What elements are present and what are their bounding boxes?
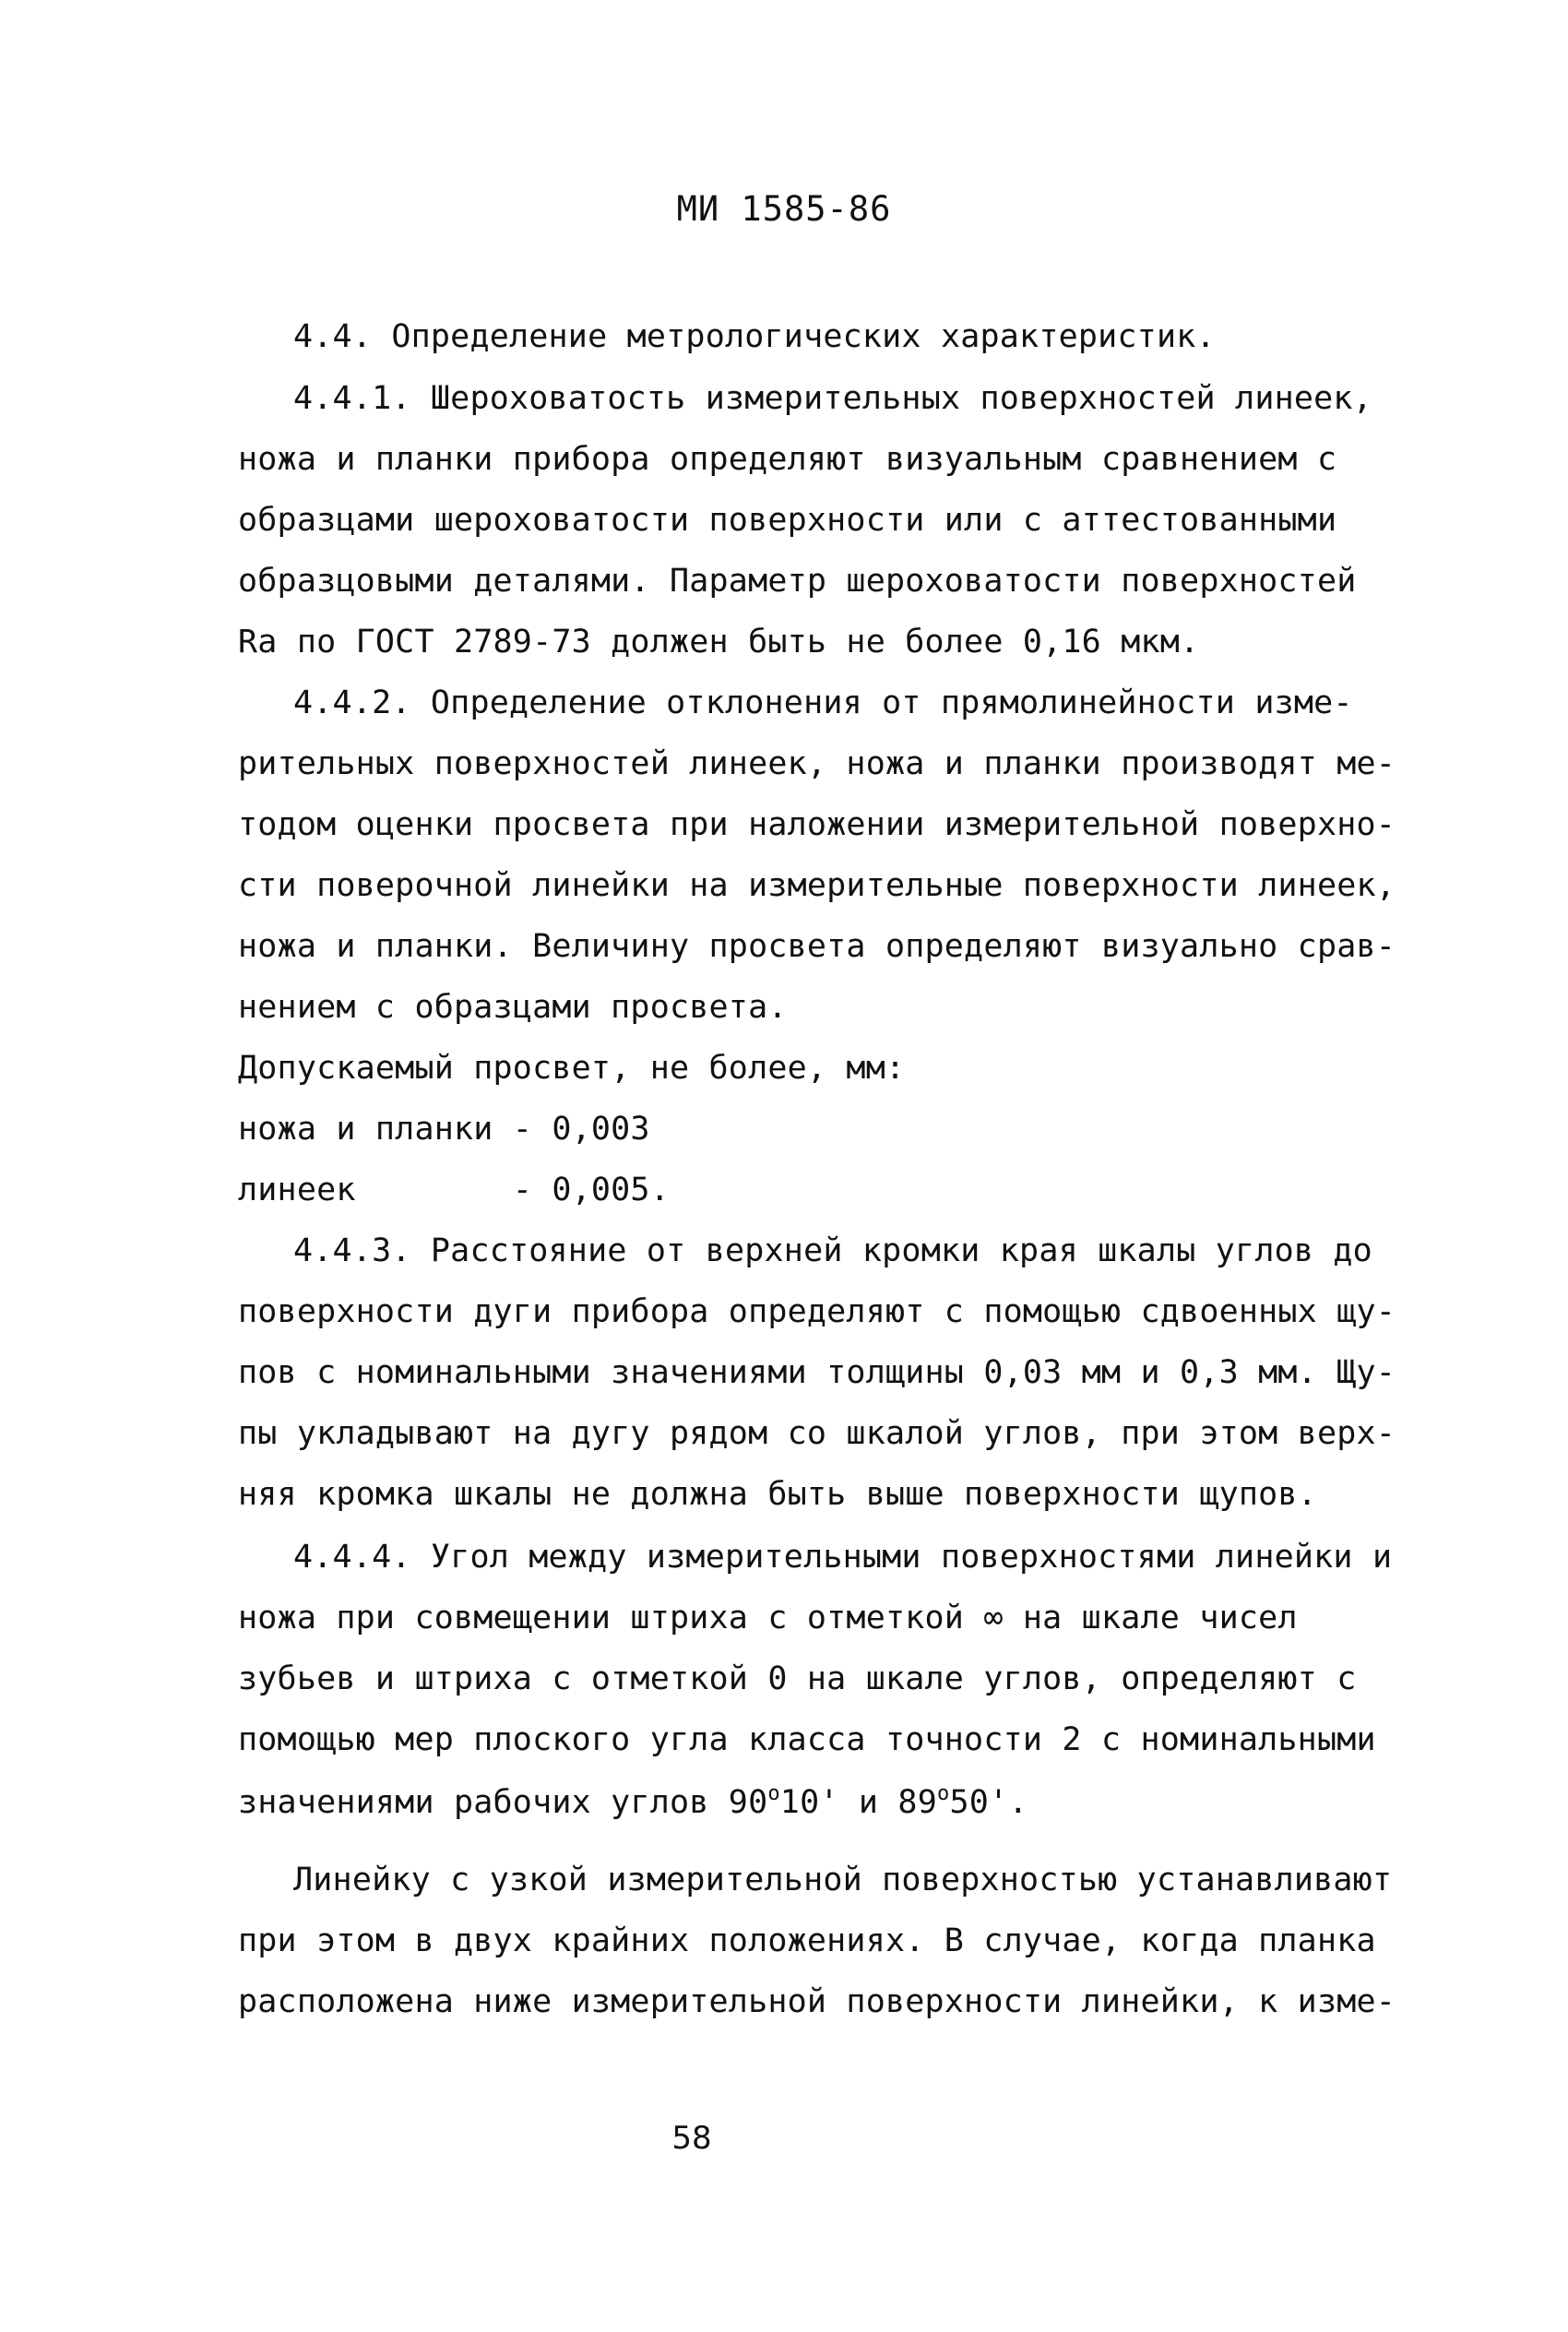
degree-mark: о bbox=[936, 1782, 950, 1805]
angles-text-a: значениями рабочих углов 90 bbox=[238, 1784, 768, 1821]
angles-text-c: 50'. bbox=[949, 1784, 1028, 1821]
paragraph-4-4-4-line: ножа при совмещении штриха с отметкой ∞ на шкале чисел bbox=[238, 1600, 1298, 1636]
paragraph-4-4-2-line: нением с образцами просвета. bbox=[238, 989, 788, 1026]
paragraph-4-4-2-line: 4.4.2. Определение отклонения от прямолинейности изме- bbox=[293, 684, 1353, 721]
paragraph-4-4-3-line: пов с номинальными значениями толщины 0,03 мм и 0,3 мм. Щу- bbox=[238, 1354, 1396, 1391]
paragraph-4-4-3-line: пы укладывают на дугу рядом со шкалой углов, при этом верх- bbox=[238, 1415, 1396, 1452]
paragraph-4-4-1-line: ножа и планки прибора определяют визуальным сравнением с bbox=[238, 441, 1337, 478]
paragraph-4-4-2-line: рительных поверхностей линеек, ножа и планки производят ме- bbox=[238, 745, 1396, 782]
degree-mark: о bbox=[767, 1782, 780, 1805]
paragraph-4-4-4-line-angles bbox=[238, 1784, 1028, 1821]
tolerance-row-rulers: линеек - 0,005. bbox=[238, 1172, 670, 1208]
tolerance-heading: Допускаемый просвет, не более, мм: bbox=[238, 1050, 906, 1087]
paragraph-4-4-4-line: зубьев и штриха с отметкой 0 на шкале углов, определяют с bbox=[238, 1660, 1357, 1697]
paragraph-4-4-1-line: образцовыми деталями. Параметр шероховатости поверхностей bbox=[238, 563, 1357, 600]
paragraph-ruler-line: при этом в двух крайних положениях. В случае, когда планка bbox=[238, 1922, 1376, 1959]
paragraph-4-4-1-line: 4.4.1. Шероховатость измерительных поверхностей линеек, bbox=[293, 380, 1372, 417]
page-number: 58 bbox=[671, 2120, 712, 2157]
paragraph-4-4-3-line: поверхности дуги прибора определяют с помощью сдвоенных щу- bbox=[238, 1293, 1396, 1330]
paragraph-4-4-2-line: тодом оценки просвета при наложении измерительной поверхно- bbox=[238, 806, 1396, 843]
paragraph-ruler-line: Линейку с узкой измерительной поверхностью устанавливают bbox=[293, 1862, 1393, 1898]
angles-text-b: 10' и 89 bbox=[779, 1784, 937, 1821]
tolerance-row-knife-plate: ножа и планки - 0,003 bbox=[238, 1111, 650, 1148]
paragraph-4-4-3-line: 4.4.3. Расстояние от верхней кромки края шкалы углов до bbox=[293, 1232, 1372, 1269]
paragraph-4-4-2-line: ножа и планки. Величину просвета определяют визуально срав- bbox=[238, 928, 1396, 965]
paragraph-4-4-4-line: 4.4.4. Угол между измерительными поверхностями линейки и bbox=[293, 1539, 1393, 1576]
section-title: 4.4. Определение метрологических характеристик. bbox=[293, 318, 1216, 355]
paragraph-4-4-2-line: сти поверочной линейки на измерительные поверхности линеек, bbox=[238, 867, 1396, 904]
paragraph-4-4-4-line: помощью мер плоского угла класса точности 2 с номинальными bbox=[238, 1721, 1376, 1758]
paragraph-ruler-line: расположена ниже измерительной поверхности линейки, к изме- bbox=[238, 1983, 1396, 2020]
paragraph-4-4-1-line: образцами шероховатости поверхности или с аттестованными bbox=[238, 502, 1337, 539]
paragraph-4-4-3-line: няя кромка шкалы не должна быть выше поверхности щупов. bbox=[238, 1476, 1317, 1513]
paragraph-4-4-1-line: Ra по ГОСТ 2789-73 должен быть не более 0,16 мкм. bbox=[238, 624, 1200, 660]
document-code-header: МИ 1585-86 bbox=[676, 189, 892, 229]
